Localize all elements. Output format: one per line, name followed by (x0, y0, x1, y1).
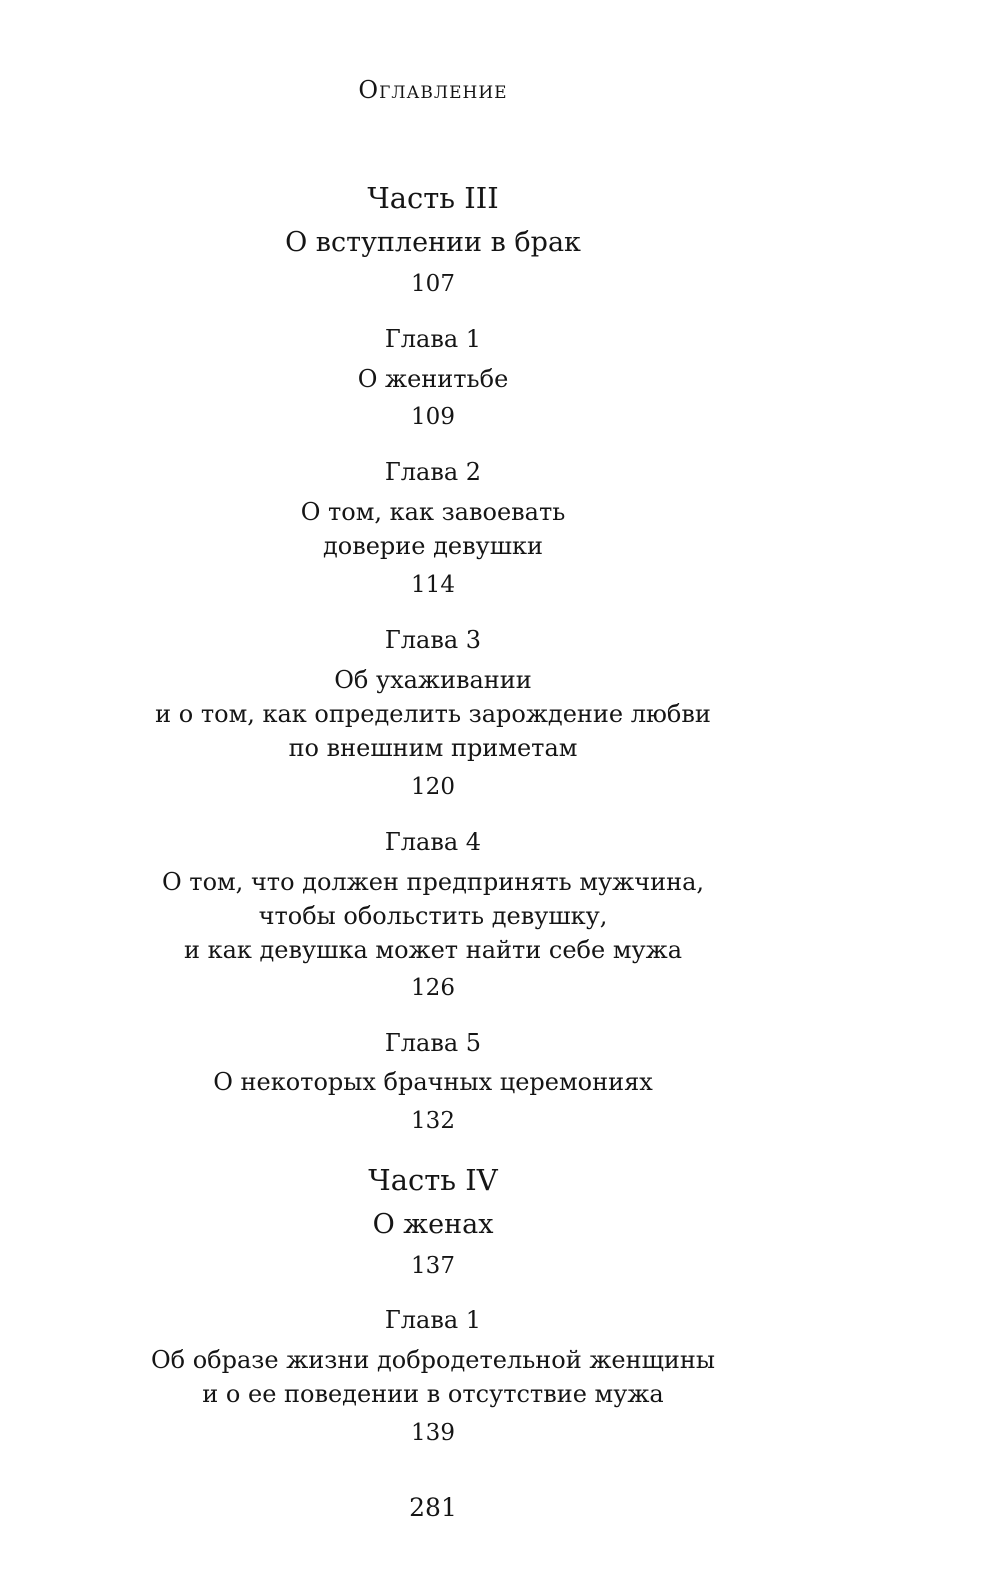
page-number-folio: 281 (409, 1493, 457, 1522)
part-3-label: Часть III (367, 181, 499, 215)
part-3-chapter-4-page: 126 (411, 975, 455, 1001)
part-4-chapter-1-title-line-2: и о ее поведении в отсутствие мужа (202, 1380, 664, 1408)
part-3-chapter-4-title-line-1: О том, что должен предпринять мужчина, (161, 868, 705, 896)
part-3-title: О вступлении в брак (285, 227, 581, 258)
part-3-chapter-1-page: 109 (411, 404, 455, 430)
part-3-page: 107 (411, 271, 455, 297)
part-3-chapter-3-title-line-1: Об ухаживании (334, 666, 532, 694)
part-4-chapter-1-page: 139 (411, 1420, 455, 1446)
part-3-chapter-5-label: Глава 5 (384, 1029, 482, 1057)
part-3-chapter-4-label: Глава 4 (384, 828, 482, 856)
part-3-chapter-3-page: 120 (411, 774, 455, 800)
part-4-title: О женах (372, 1209, 494, 1240)
part-3-chapter-2-label: Глава 2 (384, 458, 482, 486)
part-3-chapter-4-title-line-2: чтобы обольстить девушку, (258, 902, 608, 930)
part-3-chapter-3-title-line-2: и о том, как определить зарождение любви (155, 700, 711, 728)
part-3-chapter-2-title-line-1: О том, как завоевать (300, 498, 566, 526)
part-4-chapter-1-label: Глава 1 (384, 1306, 482, 1334)
part-3-chapter-3-label: Глава 3 (384, 626, 482, 654)
part-3-chapter-1-label: Глава 1 (384, 325, 482, 353)
part-3-chapter-2-page: 114 (411, 572, 455, 598)
part-3-chapter-3-title-line-3: по внешним приметам (288, 734, 578, 762)
part-3-chapter-1-title-line-1: О женитьбе (357, 365, 509, 393)
part-3-chapter-2-title-line-2: доверие девушки (322, 532, 544, 560)
part-4-label: Часть IV (368, 1163, 498, 1197)
part-4-chapter-1-title-line-1: Об образе жизни добродетельной женщины (150, 1346, 716, 1374)
part-4-page: 137 (411, 1253, 455, 1279)
part-3-chapter-5-page: 132 (411, 1108, 455, 1134)
part-3-chapter-4-title-line-3: и как девушка может найти себе мужа (183, 936, 683, 964)
running-head: Оглавление (358, 76, 508, 104)
part-3-chapter-5-title-line-1: О некоторых брачных церемониях (213, 1068, 653, 1096)
